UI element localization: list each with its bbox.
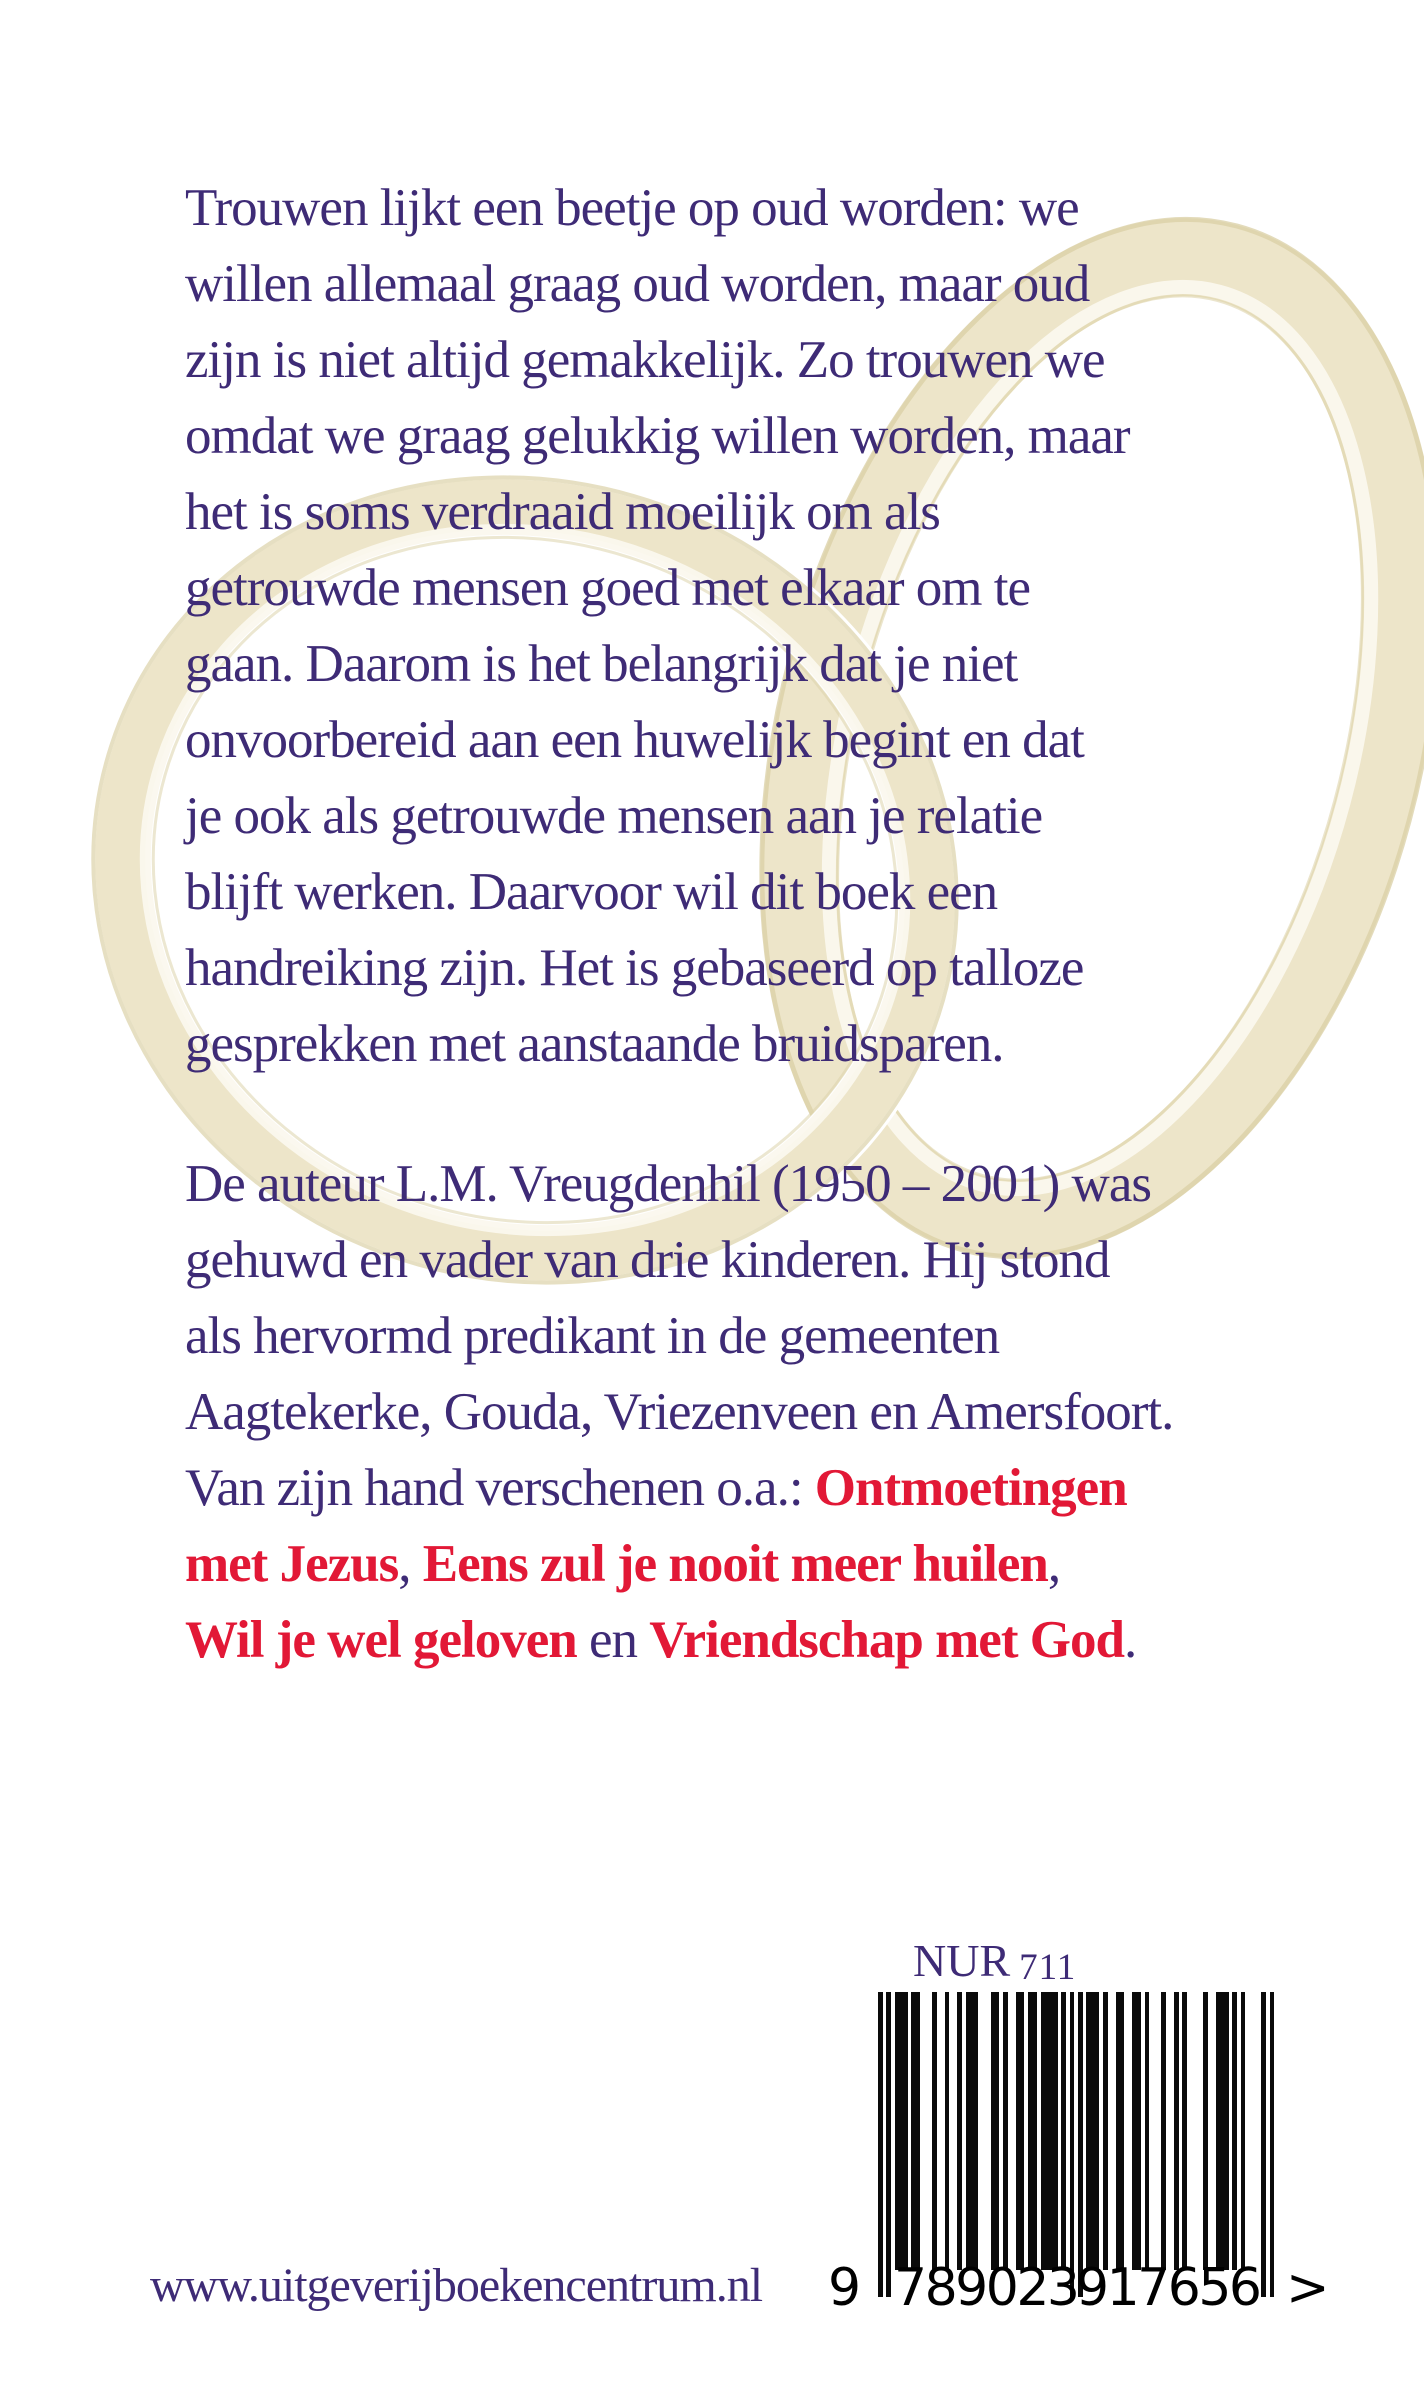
- book-title-text: Wil je wel geloven: [185, 1611, 577, 1669]
- body-text: gaan. Daarom is het belangrijk dat je niet: [185, 635, 1018, 693]
- ean-lead-digit: 9: [828, 2258, 859, 2318]
- body-text: De auteur L.M. Vreugdenhil (1950 – 2001) was: [185, 1155, 1151, 1213]
- barcode-bar: [1216, 1992, 1229, 2270]
- body-text: zijn is niet altijd gemakkelijk. Zo trouwen we: [185, 331, 1105, 389]
- body-text: ,: [398, 1535, 423, 1593]
- text-line: [185, 1374, 1173, 1450]
- ean-digits-right: 917656: [1076, 2258, 1260, 2318]
- body-text: Aagtekerke, Gouda, Vriezenveen en Amersfoort.: [185, 1383, 1174, 1441]
- text-line: [185, 1602, 1173, 1678]
- text-line: [185, 778, 1130, 854]
- blurb-paragraph: [185, 170, 1130, 1082]
- nur-code: [913, 1935, 1077, 1988]
- barcode-bar: [878, 1992, 883, 2297]
- text-line: [185, 626, 1130, 702]
- body-text: Trouwen lijkt een beetje op oud worden: we: [185, 179, 1079, 237]
- text-line: [185, 1006, 1130, 1082]
- barcode-bar: [966, 1992, 979, 2270]
- text-line: [185, 1222, 1173, 1298]
- body-text: je ook als getrouwde mensen aan je relatie: [185, 787, 1043, 845]
- body-text: handreiking zijn. Het is gebaseerd op talloze: [185, 939, 1084, 997]
- barcode-bar: [1003, 1992, 1008, 2270]
- barcode-bar: [1174, 1992, 1179, 2270]
- barcode-bar: [1203, 1992, 1208, 2270]
- barcode-bar: [1145, 1992, 1150, 2270]
- barcode-bar: [1270, 1992, 1275, 2297]
- barcode-bar: [991, 1992, 1000, 2270]
- barcode-bar: [1116, 1992, 1125, 2270]
- text-line: [185, 1526, 1173, 1602]
- text-line: [185, 474, 1130, 550]
- body-text: het is soms verdraaid moeilijk om als: [185, 483, 940, 541]
- book-title-text: met Jezus: [185, 1535, 399, 1593]
- text-line: [185, 246, 1130, 322]
- body-text: getrouwde mensen goed met elkaar om te: [185, 559, 1031, 617]
- barcode-bar: [1261, 1992, 1266, 2297]
- body-text: blijft werken. Daarvoor wil dit boek een: [185, 863, 998, 921]
- body-text: Van zijn hand verschenen o.a.:: [185, 1459, 815, 1517]
- barcode-bar: [1241, 1992, 1246, 2270]
- body-text: gehuwd en vader van drie kinderen. Hij stond: [185, 1231, 1110, 1289]
- ean-quiet-zone-arrow: >: [1286, 2258, 1330, 2318]
- text-line: [185, 1450, 1173, 1526]
- barcode-bar: [1070, 1992, 1075, 2297]
- barcode-bar: [1086, 1992, 1099, 2270]
- barcode-bar: [945, 1992, 950, 2270]
- book-title-text: Vriendschap met God: [649, 1611, 1124, 1669]
- body-text: en: [576, 1611, 650, 1669]
- author-paragraph: [185, 1146, 1173, 1678]
- barcode-bar: [1182, 1992, 1187, 2270]
- book-title-text: Ontmoetingen: [814, 1459, 1127, 1517]
- text-line: [185, 930, 1130, 1006]
- barcode-bar: [1028, 1992, 1037, 2270]
- barcode-bar: [886, 1992, 891, 2297]
- text-line: [185, 550, 1130, 626]
- barcode-bar: [1061, 1992, 1066, 2270]
- body-text: gesprekken met aanstaande bruidsparen.: [185, 1015, 1004, 1073]
- ean-digits-left: 789023: [894, 2258, 1078, 2318]
- text-line: [185, 702, 1130, 778]
- text-line: [185, 170, 1130, 246]
- barcode-bar: [1103, 1992, 1108, 2270]
- book-title-text: Eens zul je nooit meer huilen: [422, 1535, 1048, 1593]
- barcode-bar: [932, 1992, 937, 2270]
- body-text: als hervormd predikant in de gemeenten: [185, 1307, 1000, 1365]
- barcode-bar: [895, 1992, 908, 2270]
- text-line: [185, 322, 1130, 398]
- barcode-bar: [1041, 1992, 1058, 2270]
- barcode-bar: [1078, 1992, 1083, 2297]
- publisher-website: www.uitgeverijboekencentrum.nl: [150, 2259, 763, 2312]
- body-text: ,: [1047, 1535, 1061, 1593]
- nur-number: 711: [1019, 1947, 1077, 1988]
- ean-barcode: [878, 1992, 1274, 2298]
- body-text: willen allemaal graag oud worden, maar oud: [185, 255, 1090, 313]
- nur-label: NUR: [913, 1935, 1011, 1986]
- barcode-bar: [1232, 1992, 1237, 2270]
- body-text: .: [1123, 1611, 1137, 1669]
- barcode-bar: [1016, 1992, 1025, 2270]
- barcode-bar: [1161, 1992, 1166, 2270]
- body-text: omdat we graag gelukkig willen worden, maar: [185, 407, 1130, 465]
- body-text: onvoorbereid aan een huwelijk begint en dat: [185, 711, 1084, 769]
- text-line: [185, 398, 1130, 474]
- barcode-bar: [957, 1992, 962, 2270]
- text-line: [185, 1146, 1173, 1222]
- text-line: [185, 854, 1130, 930]
- text-line: [185, 1298, 1173, 1374]
- barcode-bar: [911, 1992, 920, 2270]
- barcode-bar: [1132, 1992, 1141, 2270]
